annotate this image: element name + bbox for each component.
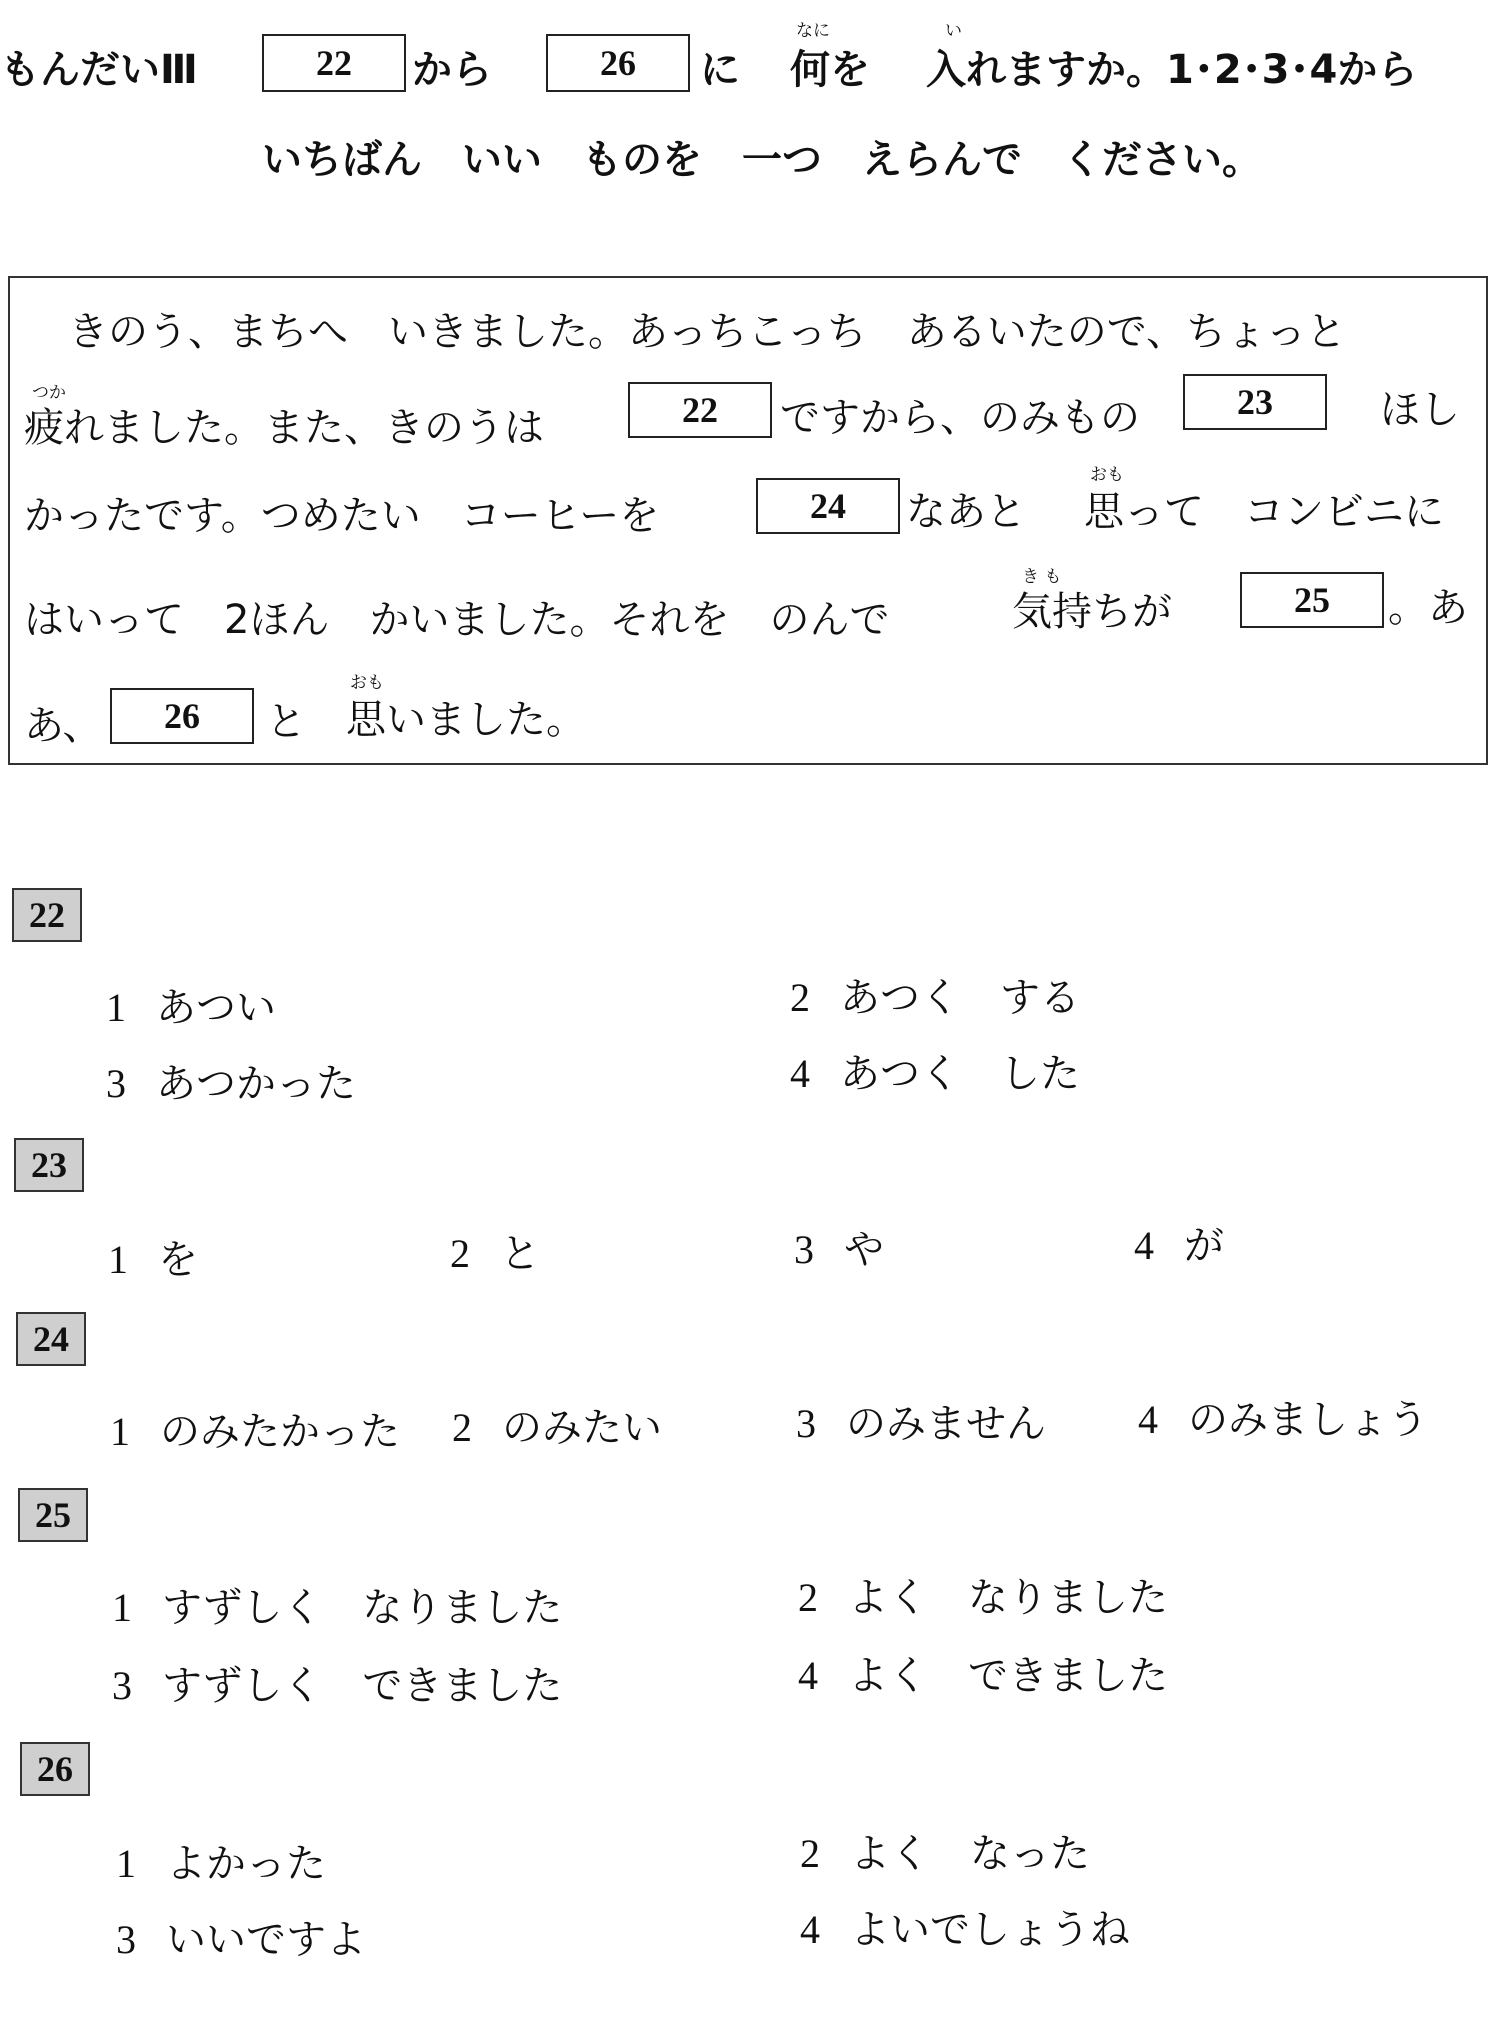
option-number: 2 <box>790 975 810 1020</box>
option-3[interactable] <box>796 1392 1046 1449</box>
option-1[interactable] <box>112 1576 562 1633</box>
tsuka-ruby: つか <box>32 383 66 403</box>
blank-26: 26 <box>110 688 254 744</box>
option-2[interactable] <box>800 1822 1090 1879</box>
option-2[interactable] <box>790 966 1080 1023</box>
option-number: 3 <box>112 1663 132 1708</box>
option-4[interactable] <box>798 1644 1168 1701</box>
ni-text: に <box>700 47 740 93</box>
blank-23: 23 <box>1183 374 1327 430</box>
option-number: 4 <box>1138 1397 1158 1442</box>
passage-line-3c: 思って コンビニに <box>1084 489 1444 535</box>
option-number: 2 <box>798 1575 818 1620</box>
option-text: あつく した <box>840 1051 1080 1097</box>
option-number: 2 <box>800 1831 820 1876</box>
option-2[interactable] <box>798 1566 1168 1623</box>
option-text: あつかった <box>156 1061 356 1107</box>
option-number: 1 <box>116 1841 136 1886</box>
option-number: 4 <box>798 1653 818 1698</box>
question-number: 22 <box>12 888 82 942</box>
ireru-text: 入れますか。1･2･3･4から <box>926 47 1418 93</box>
option-text: すずしく できました <box>162 1663 563 1709</box>
passage-line-3a: かったです。つめたい コーヒーを <box>24 493 660 539</box>
blank-from: 22 <box>262 34 406 92</box>
kara-text: から <box>412 47 492 93</box>
i-ruby: い <box>945 21 962 41</box>
option-number: 3 <box>794 1227 814 1272</box>
option-3[interactable] <box>116 1908 366 1965</box>
option-1[interactable] <box>106 976 276 1033</box>
instructions-line2: いちばん いい ものを 一つ えらんで ください。 <box>262 137 1262 183</box>
option-3[interactable] <box>106 1052 356 1109</box>
option-number: 2 <box>450 1231 470 1276</box>
omo-ruby-1: おも <box>1090 465 1124 485</box>
passage-line-5c: 思いました。 <box>346 697 586 743</box>
option-2[interactable] <box>452 1396 662 1453</box>
option-number: 2 <box>452 1405 472 1450</box>
nani-ruby: なに <box>796 21 830 41</box>
question-number: 23 <box>14 1138 84 1192</box>
blank-25: 25 <box>1240 572 1384 628</box>
option-text: よく なった <box>850 1831 1090 1877</box>
option-number: 1 <box>108 1237 128 1282</box>
question-number: 24 <box>16 1312 86 1366</box>
option-4[interactable] <box>1134 1214 1224 1271</box>
option-text: が <box>1184 1223 1224 1269</box>
passage-line-4a: はいって 2ほん かいました。それを のんで <box>24 597 890 643</box>
blank-22: 22 <box>628 382 772 438</box>
passage-line-2c: ほし <box>1380 387 1460 433</box>
option-text: のみたい <box>502 1405 662 1451</box>
option-text: すずしく なりました <box>162 1585 563 1631</box>
option-number: 3 <box>796 1401 816 1446</box>
option-4[interactable] <box>800 1898 1130 1955</box>
option-1[interactable] <box>116 1832 326 1889</box>
option-text: よいでしょうね <box>850 1907 1130 1953</box>
question-number: 26 <box>20 1742 90 1796</box>
passage-line-2b: ですから、のみもの <box>780 395 1140 441</box>
option-number: 1 <box>106 985 126 1030</box>
option-number: 3 <box>106 1061 126 1106</box>
passage-line-2a: 疲れました。また、きのうは <box>24 405 544 451</box>
option-text: と <box>500 1231 540 1277</box>
problem-label: もんだいⅢ <box>0 47 198 93</box>
option-text: を <box>158 1237 198 1283</box>
blank-24: 24 <box>756 478 900 534</box>
option-number: 4 <box>1134 1223 1154 1268</box>
blank-to: 26 <box>546 34 690 92</box>
option-text: よかった <box>166 1841 326 1887</box>
option-text: いいですよ <box>166 1917 366 1963</box>
option-3[interactable] <box>794 1218 884 1275</box>
option-2[interactable] <box>450 1222 540 1279</box>
option-number: 4 <box>800 1907 820 1952</box>
passage-line-3b: なあと <box>906 489 1026 535</box>
option-4[interactable] <box>790 1042 1080 1099</box>
omo-ruby-2: おも <box>350 673 384 693</box>
passage-line-1: きのう、まちへ いきました。あっちこっち あるいたので、ちょっと <box>68 309 1346 355</box>
option-text: のみたかった <box>160 1409 400 1455</box>
option-text: のみません <box>846 1401 1046 1447</box>
option-number: 4 <box>790 1051 810 1096</box>
option-number: 1 <box>112 1585 132 1630</box>
option-number: 1 <box>110 1409 130 1454</box>
option-text: あつく する <box>840 975 1080 1021</box>
passage-line-4c: 。あ <box>1388 585 1468 631</box>
option-text: よく できました <box>848 1653 1168 1699</box>
option-number: 3 <box>116 1917 136 1962</box>
passage-line-4b: 気持ちが <box>1012 589 1172 635</box>
option-text: のみましょう <box>1188 1397 1428 1443</box>
nani-text: 何を <box>790 47 870 93</box>
kimo-ruby: き も <box>1022 567 1062 587</box>
question-number: 25 <box>18 1488 88 1542</box>
option-3[interactable] <box>112 1654 562 1711</box>
option-1[interactable] <box>108 1228 198 1285</box>
option-1[interactable] <box>110 1400 400 1457</box>
option-text: よく なりました <box>848 1575 1168 1621</box>
option-text: や <box>844 1227 884 1273</box>
option-4[interactable] <box>1138 1388 1428 1445</box>
passage-line-5a: あ、 <box>24 703 103 749</box>
passage-line-5b: と <box>266 699 306 745</box>
option-text: あつい <box>156 985 276 1031</box>
